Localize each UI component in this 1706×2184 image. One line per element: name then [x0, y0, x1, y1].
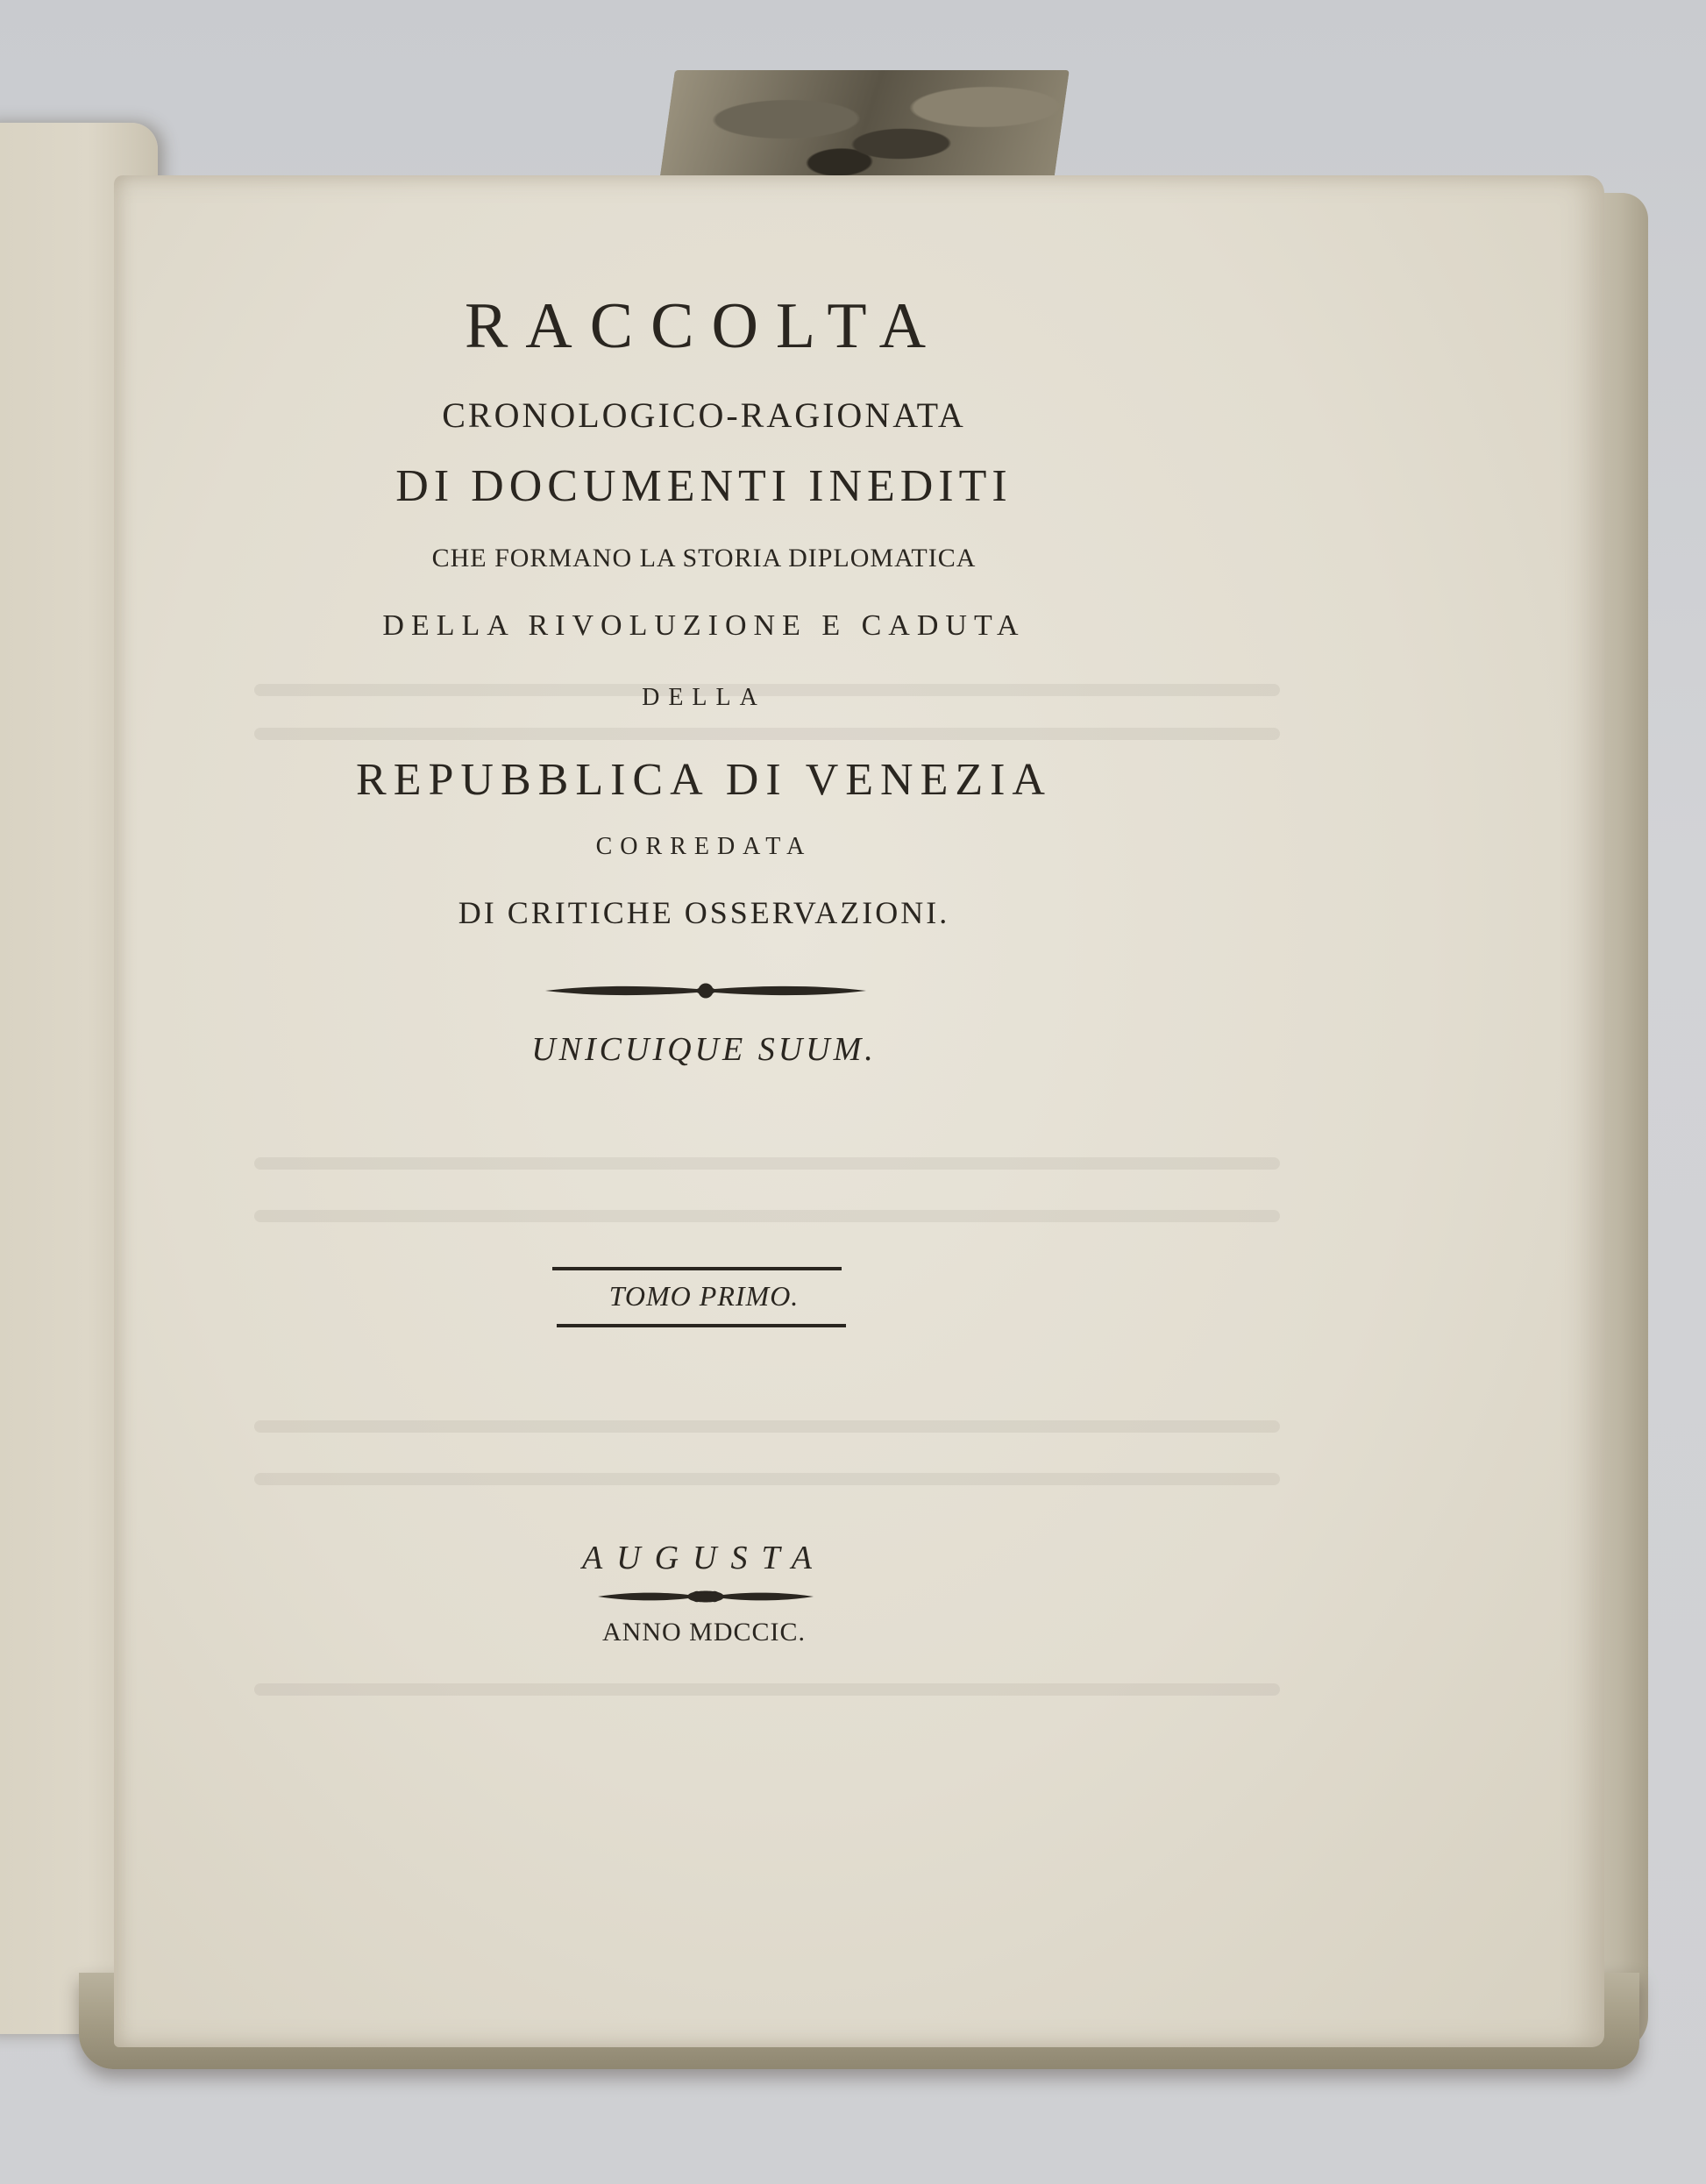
title-page [114, 175, 1604, 2047]
show-through-line [254, 1683, 1280, 1696]
ornament-divider-small-icon [596, 1585, 815, 1608]
marbled-cover-flap [658, 70, 1070, 193]
subtitle-line-5: DELLA [642, 684, 766, 711]
subtitle-line-8: DI CRITICHE OSSERVAZIONI. [458, 895, 950, 930]
show-through-line [254, 1157, 1280, 1170]
subtitle-line-4: DELLA RIVOLUZIONE E CADUTA [382, 609, 1026, 642]
rule-above-volume [552, 1267, 842, 1270]
subtitle-line-6: REPUBBLICA DI VENEZIA [356, 755, 1052, 805]
show-through-line [254, 728, 1280, 740]
show-through-line [254, 1420, 1280, 1433]
show-through-line [254, 1210, 1280, 1222]
subtitle-line-2: DI DOCUMENTI INEDITI [395, 461, 1013, 511]
volume-label: TOMO PRIMO. [608, 1280, 800, 1312]
subtitle-line-3: CHE FORMANO LA STORIA DIPLOMATICA [431, 544, 977, 573]
book-title: RACCOLTA [464, 290, 944, 362]
subtitle-line-1: CRONOLOGICO-RAGIONATA [442, 395, 966, 435]
imprint-place: AUGUSTA [581, 1540, 827, 1576]
show-through-line [254, 1473, 1280, 1485]
rule-below-volume [557, 1324, 846, 1327]
subtitle-line-7: CORREDATA [595, 833, 813, 860]
ornament-divider-icon [544, 978, 868, 1004]
imprint-year: ANNO MDCCIC. [601, 1618, 807, 1647]
motto: UNICUIQUE SUUM. [531, 1031, 877, 1068]
